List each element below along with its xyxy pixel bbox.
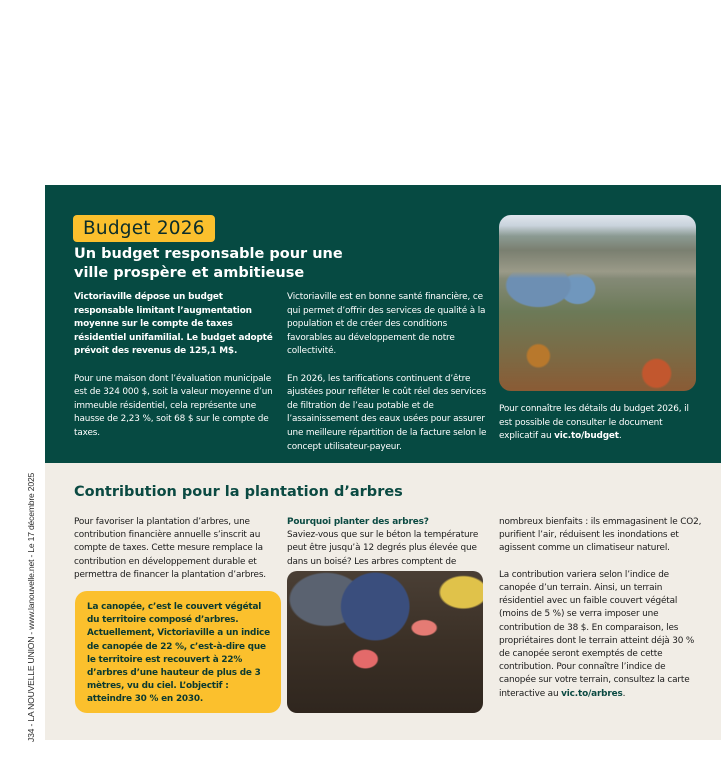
- canopy-callout-text: La canopée, c’est le couvert végétal du territoire composé d’arbres. Actuellement, Victoriaville a un indice de canopée de 22 %, c’est-à-dire que le territoire est recouvert à 22% d’arbres d’une hauteur de plus de 3 mètres, vu du ciel. L’objectif : atteindre 30 % en 2030.: [87, 602, 270, 705]
- budget-column-2: [287, 291, 487, 468]
- tree-planting-photo: [287, 571, 483, 713]
- trees-intro: Pour favoriser la plantation d’arbres, une contribution financière annuelle s’inscrit au compte de taxes. Cette mesure remplace la contribution en développement durable et permettra de financer la plantation d’arbres.: [74, 517, 266, 580]
- budget-more-info: Pour connaître les détails du budget 2026, il est possible de consulter le document explicatif au: [499, 404, 689, 442]
- page-footer-vertical: J34 - LA NOUVELLE UNION - www.lanouvelle.net - Le 17 décembre 2025: [26, 472, 36, 742]
- trees-section: [45, 463, 721, 740]
- trees-column-1: [74, 516, 277, 595]
- budget-house-example: Pour une maison dont l’évaluation municipale est de 324 000 $, soit la valeur moyenne d’un immeuble résidentiel, cela représente une hausse de 2,23 %, soit 68 $ sur le compte de taxes.: [74, 373, 273, 438]
- budget-more-info-end: .: [618, 431, 622, 442]
- budget-section: [45, 185, 721, 463]
- budget-tarifications: En 2026, les tarifications continuent d’être ajustées pour refléter le coût réel des services de filtration de l’eau potable et de l’assainissement des eaux usées pour assurer une meilleure répartition de la facture selon le concept utilisateur-payeur.: [287, 373, 487, 452]
- canopy-callout: [75, 591, 281, 713]
- trees-contribution-details: La contribution variera selon l’indice de canopée d’un terrain. Ainsi, un terrain résidentiel avec un faible couvert végétal (moins de 5 %) se verra imposer une contribution de 38 $. En comparaison, les propriétaires dont le terrain atteint déjà 30 % de canopée seront exemptés de cette contribution. Pour connaître l’indice de canopée sur votre terrain, consultez la carte interactive au: [499, 569, 695, 699]
- budget-headline: Un budget responsable pour une ville prospère et ambitieuse: [74, 246, 343, 281]
- aerial-city-photo: [499, 215, 696, 391]
- trees-question: Pourquoi planter des arbres?: [287, 517, 429, 527]
- budget-column-1: [74, 291, 274, 454]
- trees-title: Contribution pour la plantation d’arbres: [74, 484, 403, 500]
- budget-financial-health: Victoriaville est en bonne santé financière, ce qui permet d’offrir des services de qualité à la population et de créer des conditions favorables au développement de notre collectivité.: [287, 292, 486, 357]
- trees-column-2: [287, 516, 487, 569]
- trees-link[interactable]: vic.to/arbres: [561, 688, 623, 699]
- trees-details-end: .: [622, 688, 626, 699]
- budget-badge: Budget 2026: [73, 215, 215, 242]
- trees-benefits-start: Saviez-vous que sur le béton la température peut être jusqu’à 12 degrés plus élevée que dans un boisé? Les arbres comptent de: [287, 530, 479, 567]
- trees-column-3: [499, 516, 704, 714]
- budget-link[interactable]: vic.to/budget: [554, 431, 619, 442]
- trees-benefits-end: nombreux bienfaits : ils emmagasinent le CO2, purifient l’air, réduisent les inondations et agissent comme un climatiseur naturel.: [499, 517, 702, 554]
- budget-intro: Victoriaville dépose un budget responsable limitant l’augmentation moyenne sur le compte de taxes résidentiel unifamilial. Le budget adopté prévoit des revenus de 125,1 M$.: [74, 292, 273, 357]
- budget-column-3: [499, 403, 704, 444]
